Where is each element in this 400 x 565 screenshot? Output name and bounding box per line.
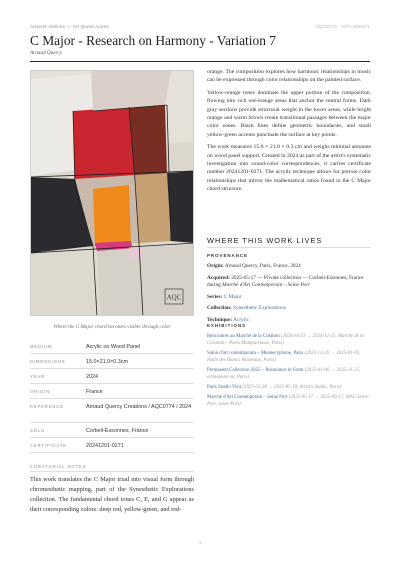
collection-link[interactable]: Synesthetic Explorations <box>233 305 286 311</box>
meta-label: YEAR <box>30 374 46 379</box>
exhibition-link[interactable]: Rencontres au Marché de la Création <box>207 334 280 339</box>
exhibition-item <box>207 367 371 381</box>
meta-value: 2024 <box>86 374 98 380</box>
meta-label: MEDIUM <box>30 344 53 349</box>
series-link[interactable]: C Major <box>223 293 242 300</box>
artwork-caption: Where the C Major chord becomes visible through color <box>53 324 171 330</box>
meta-value: 20241201-0271 <box>86 443 124 449</box>
metadata-table <box>30 339 194 453</box>
where-divider <box>207 247 371 248</box>
meta-label: REFERENCE <box>30 404 64 409</box>
meta-value: Corbeil-Essonnes, France <box>86 428 149 434</box>
field-label: Origin: <box>207 263 224 269</box>
artist-name: Arnaud Quercy <box>30 50 62 56</box>
meta-label: ORIGIN <box>30 389 51 394</box>
technique-link[interactable]: Acrylic <box>233 316 250 323</box>
exhibition-link[interactable]: Permanent Collection 2025 – Resonance in Form <box>207 368 304 373</box>
exhibition-detail: (2025-01-06 → 2025-11-25, artmajeure.eu, Paris) <box>207 368 361 380</box>
meta-value: Arnaud Quercy Creations / AQC0774 / 2024 <box>86 404 192 410</box>
exhibition-detail: (2025-02-28 → 2025-05-18, Artist's Studio, Paris) <box>242 385 342 390</box>
page-number: 1 <box>198 540 202 545</box>
meta-label: CERTIFICATE <box>30 443 67 448</box>
meta-label: SOLD <box>30 428 46 433</box>
header-publisher: Artwork Notices — Art Quest Anime <box>30 24 110 29</box>
field-label: Acquired: <box>207 274 230 281</box>
field-value: 2025-05-17 — Private collection — Corbeil-Essonnes, France during <box>207 274 364 288</box>
meta-value: Acrylic on Wood Panel <box>86 344 141 350</box>
exhibition-link[interactable]: Paris Studio Visit <box>207 385 242 390</box>
dark-red-block <box>129 105 167 181</box>
exhibition-detail: (2025-05-17 → 2025-06-17, MAC Seine-Port, Seine-Port) <box>207 395 370 407</box>
exhibitions-list <box>207 333 371 411</box>
description-paragraph-3: The work measures 15.0 × 21.0 × 0.3 cm and weighs minimal amounts on wood panel support. Created in 2024 as part of the artist's systematic investigation into sound-color correspondences, it carries certificate number 20241201-0271. The acrylic technique allows for precise color relationships that mirror the mathematical ratios found in the C Major chord structure. <box>207 144 371 193</box>
meta-row-year <box>30 369 194 384</box>
provenance-origin <box>207 263 371 271</box>
description-column <box>207 68 371 198</box>
exhibition-item <box>207 384 371 391</box>
provenance-collection <box>207 305 371 313</box>
exhibition-item <box>207 394 371 408</box>
meta-value: France <box>86 389 103 395</box>
description-paragraph-1: orange. The composition explores how harmonic relationships in music can be expressed through color relationships on the painted surface. <box>207 69 371 84</box>
meta-label: DIMENSIONS <box>30 359 66 364</box>
artwork-signature: AQC <box>166 293 182 302</box>
provenance-heading: PROVENANCE <box>207 253 248 258</box>
event-name: Marché d'Art Contemporain – Seine Port <box>222 282 310 288</box>
field-label: Series: <box>207 293 223 300</box>
field-value: Arnaud Quercy, Paris, France, 2024 <box>224 263 301 269</box>
exhibition-link[interactable]: Salon d'art contemporain – Mennecyphone, Paris <box>207 351 304 356</box>
exhibition-link[interactable]: Marché d'Art Contemporain – Seine Port <box>207 395 288 400</box>
exhibition-detail: (2024-04-23 → 2024-12-15, Marché de la Création – Paris Montparnasse, Paris) <box>207 334 364 346</box>
field-label: Collection: <box>207 305 232 311</box>
meta-row-reference <box>30 399 194 423</box>
curatorial-divider <box>30 471 194 472</box>
title-divider <box>30 61 370 62</box>
meta-row-dimensions <box>30 354 194 369</box>
provenance-series <box>207 294 371 302</box>
curatorial-heading: CURATORIAL NOTES <box>30 464 87 469</box>
provenance-acquired <box>207 275 371 290</box>
field-label: Technique: <box>207 316 233 323</box>
header-reference: AQC0774 · NTC-000271 <box>315 24 370 29</box>
curatorial-text: This work translates the C Major triad into visual form through chromesthetic mapping, part of the Synesthetic Explorations collection. The fundamental chord tones C, E, and G appear as their corresponding colors: deep red, yellow-green, and red- <box>30 476 194 513</box>
description-paragraph-2: Yellow-orange tones dominate the upper portion of the composition, flowing into rich red-orange areas that anchor the central forms. Dark gray sections provide structural weight in the lower areas, while bright orange and warm brown create transitional passages between the major color zones. Black lines define geometric boundaries, and small yellow-green accents punctuate the surface at key points. <box>207 89 371 138</box>
meta-row-certificate <box>30 438 194 453</box>
orange-block <box>93 185 131 246</box>
where-heading: WHERE THIS WORK LIVES <box>207 236 323 245</box>
provenance-list <box>207 263 371 328</box>
meta-row-origin <box>30 384 194 399</box>
tan-block <box>135 173 171 243</box>
artwork-painting <box>31 71 194 316</box>
exhibition-detail: (2024-12-26 → 2025-01-05, Halle des Blancs Manteaux, Paris) <box>207 351 361 363</box>
meta-value: 15.0×21.0×0.3cm <box>86 359 128 365</box>
exhibition-item <box>207 333 371 347</box>
meta-row-medium <box>30 339 194 354</box>
exhibition-item <box>207 350 371 364</box>
page-title: C Major - Research on Harmony - Variation 7 <box>30 33 276 48</box>
artwork-image <box>30 70 194 316</box>
meta-row-sold <box>30 423 194 438</box>
exhibitions-heading: EXHIBITIONS <box>207 323 247 328</box>
top-header <box>30 24 370 32</box>
